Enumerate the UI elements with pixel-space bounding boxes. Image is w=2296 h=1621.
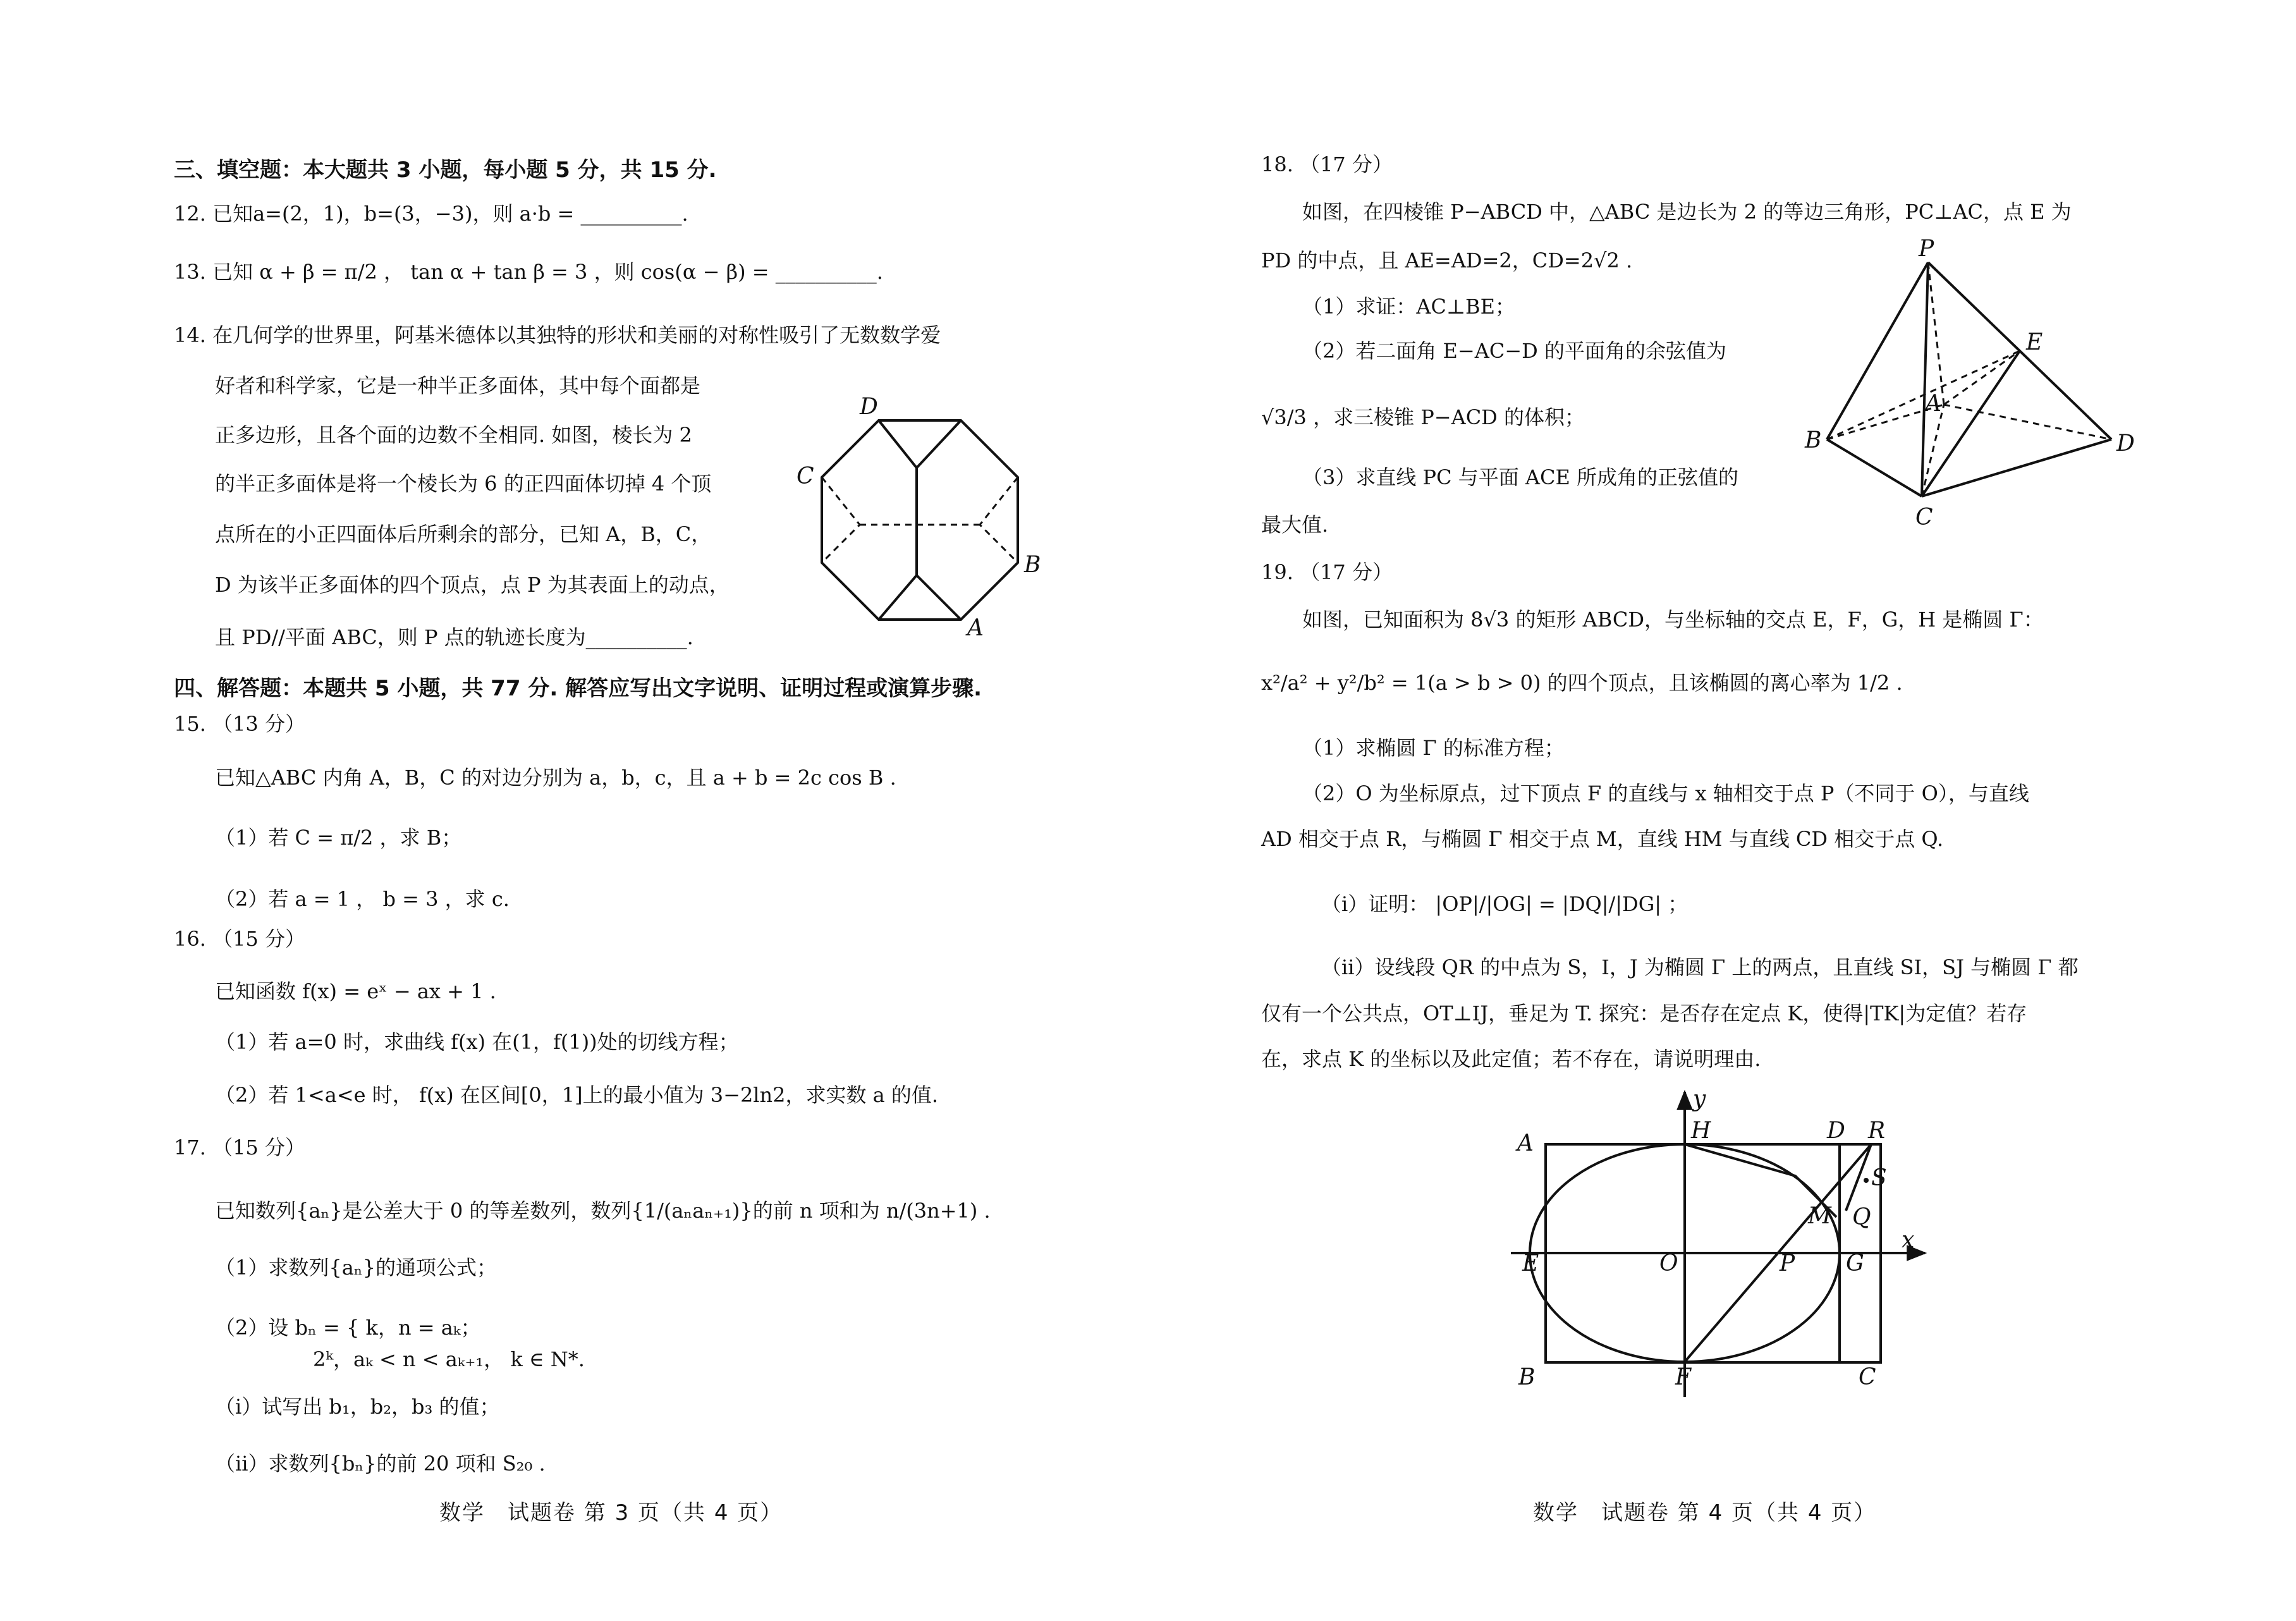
question-17-part-2-case-1: （2）设 bₙ = { k，n = aₖ； [215, 1316, 481, 1340]
question-19-part-2-ii-line-2: 仅有一个公共点，OT⊥IJ，垂足为 T. 探究：是否存在定点 K，使得|TK|为定值？若存 [1261, 1001, 2027, 1025]
question-13: 13. 已知 α + β = π/2 ， tan α + tan β = 3 ，则 cos(α − β) = __________. [174, 260, 883, 284]
question-14-line-4: 的半正多面体是将一个棱长为 6 的正四面体切掉 4 个顶 [215, 472, 712, 496]
figure-label-D: D [2116, 431, 2135, 456]
question-14-line-6: D 为该半正多面体的四个顶点，点 P 为其表面上的动点， [215, 573, 730, 597]
figure-label-E: E [2026, 329, 2043, 355]
right-page-footer: 数学 试题卷 第 4 页（共 4 页） [1533, 1500, 1877, 1526]
section-fill-in-heading: 三、填空题：本大题共 3 小题，每小题 5 分，共 15 分. [174, 157, 717, 183]
figure-label-A: A [1517, 1130, 1534, 1156]
figure-label-F: F [1675, 1364, 1691, 1390]
figure-label-y: y [1693, 1086, 1706, 1112]
question-17-heading: 17. （15 分） [174, 1135, 305, 1159]
question-19-part-2-ii-line-1: （ii）设线段 QR 的中点为 S，I，J 为椭圆 Γ 上的两点，且直线 SI，SJ 与椭圆 Γ 都 [1321, 955, 2079, 979]
question-16-heading: 16. （15 分） [174, 927, 305, 951]
figure-label-C: C [1915, 505, 1933, 530]
question-17-stem: 已知数列{aₙ}是公差大于 0 的等差数列，数列{1/(aₙaₙ₊₁)}的前 n 项和为 n/(3n+1) . [215, 1199, 991, 1223]
question-17-part-2-ii: （ii）求数列{bₙ}的前 20 项和 S₂₀ . [215, 1452, 546, 1476]
figure-label-B: B [1024, 552, 1041, 578]
figure-label-D: D [860, 394, 878, 420]
question-17-part-2-i: （i）试写出 b₁，b₂，b₃ 的值； [215, 1395, 500, 1419]
question-14-figure [787, 392, 1053, 639]
figure-label-B: B [1805, 427, 1822, 453]
question-15-stem: 已知△ABC 内角 A，B，C 的对边分别为 a，b，c，且 a + b = 2c cos B . [215, 766, 896, 790]
question-19-figure [1505, 1084, 1947, 1397]
figure-label-x: x [1902, 1227, 1915, 1253]
left-page-footer: 数学 试题卷 第 3 页（共 4 页） [439, 1500, 783, 1526]
question-18-part-1: （1）求证：AC⊥BE； [1302, 295, 1515, 319]
question-17-part-2-case-2: 2ᵏ，aₖ < n < aₖ₊₁， k ∈ N*. [313, 1347, 585, 1371]
question-12: 12. 已知a=(2，1)，b=(3，−3)，则 a·b = __________. [174, 202, 688, 226]
figure-label-M: M [1808, 1203, 1831, 1229]
figure-label-E: E [1522, 1251, 1539, 1276]
question-19-part-2-ii-line-3: 在，求点 K 的坐标以及此定值；若不存在，请说明理由. [1261, 1047, 1761, 1071]
question-14-line-2: 好者和科学家，它是一种半正多面体，其中每个面都是 [215, 374, 701, 398]
question-16-part-2: （2）若 1<a<e 时， f(x) 在区间[0，1]上的最小值为 3−2ln2，求实数 a 的值. [215, 1083, 939, 1107]
question-14-line-7: 且 PD//平面 ABC，则 P 点的轨迹长度为__________. [215, 625, 693, 649]
question-14-line-3: 正多边形，且各个面的边数不全相同. 如图，棱长为 2 [215, 423, 692, 447]
question-17-part-1: （1）求数列{aₙ}的通项公式； [215, 1256, 498, 1280]
question-15-part-2: （2）若 a = 1 ， b = 3 ，求 c. [215, 887, 510, 911]
figure-label-H: H [1691, 1118, 1711, 1144]
question-14-line-1: 14. 在几何学的世界里，阿基米德体以其独特的形状和美丽的对称性吸引了无数数学爱 [174, 323, 941, 347]
question-18-line-2: PD 的中点，且 AE=AD=2，CD=2√2 . [1261, 248, 1633, 272]
question-15-part-1: （1）若 C = π/2 ，求 B； [215, 826, 462, 850]
question-19-line-2: x²/a² + y²/b² = 1(a > b > 0) 的四个顶点，且该椭圆的离心率为 1/2 . [1261, 671, 1903, 695]
question-19-line-1: 如图，已知面积为 8√3 的矩形 ABCD，与坐标轴的交点 E，F，G，H 是椭圆 Γ： [1302, 608, 2044, 632]
question-19-part-2-a: （2）O 为坐标原点，过下顶点 F 的直线与 x 轴相交于点 P（不同于 O），与直线 [1302, 781, 2029, 805]
figure-label-A: A [967, 615, 984, 639]
figure-label-A: A [1925, 391, 1941, 417]
section-solution-heading: 四、解答题：本题共 5 小题，共 77 分. 解答应写出文字说明、证明过程或演算步骤. [174, 676, 982, 701]
question-18-part-2-a: （2）若二面角 E−AC−D 的平面角的余弦值为 [1302, 339, 1726, 363]
figure-label-C: C [1859, 1364, 1876, 1390]
question-18-figure [1802, 237, 2143, 534]
figure-label-S: S [1871, 1165, 1887, 1191]
question-14-line-5: 点所在的小正四面体后所剩余的部分，已知 A，B，C， [215, 522, 712, 546]
question-16-stem: 已知函数 f(x) = eˣ − ax + 1 . [215, 979, 496, 1003]
figure-label-C: C [797, 463, 814, 489]
question-19-heading: 19. （17 分） [1261, 560, 1393, 584]
question-15-heading: 15. （13 分） [174, 712, 305, 736]
figure-label-R: R [1868, 1118, 1886, 1144]
figure-label-P: P [1780, 1251, 1795, 1276]
question-18-part-3-b: 最大值. [1261, 513, 1329, 537]
question-19-part-2-i: （i）证明： |OP|/|OG| = |DQ|/|DG| ； [1321, 892, 1688, 916]
question-19-part-1: （1）求椭圆 Γ 的标准方程； [1302, 736, 1565, 760]
question-18-heading: 18. （17 分） [1261, 152, 1393, 176]
question-19-part-2-b: AD 相交于点 R，与椭圆 Γ 相交于点 M，直线 HM 与直线 CD 相交于点 Q. [1261, 827, 1944, 851]
figure-label-G: G [1846, 1251, 1864, 1276]
figure-label-O: O [1659, 1251, 1678, 1276]
question-18-part-2-b: √3/3 ，求三棱锥 P−ACD 的体积； [1261, 405, 1585, 429]
figure-label-D: D [1827, 1118, 1845, 1144]
question-16-part-1: （1）若 a=0 时，求曲线 f(x) 在(1，f(1))处的切线方程； [215, 1030, 739, 1054]
figure-label-Q: Q [1852, 1204, 1871, 1230]
figure-label-B: B [1518, 1364, 1536, 1390]
question-18-line-1: 如图，在四棱锥 P−ABCD 中，△ABC 是边长为 2 的等边三角形，PC⊥AC，点 E 为 [1302, 200, 2072, 224]
figure-label-P: P [1919, 237, 1934, 262]
question-18-part-3-a: （3）求直线 PC 与平面 ACE 所成角的正弦值的 [1302, 465, 1739, 489]
